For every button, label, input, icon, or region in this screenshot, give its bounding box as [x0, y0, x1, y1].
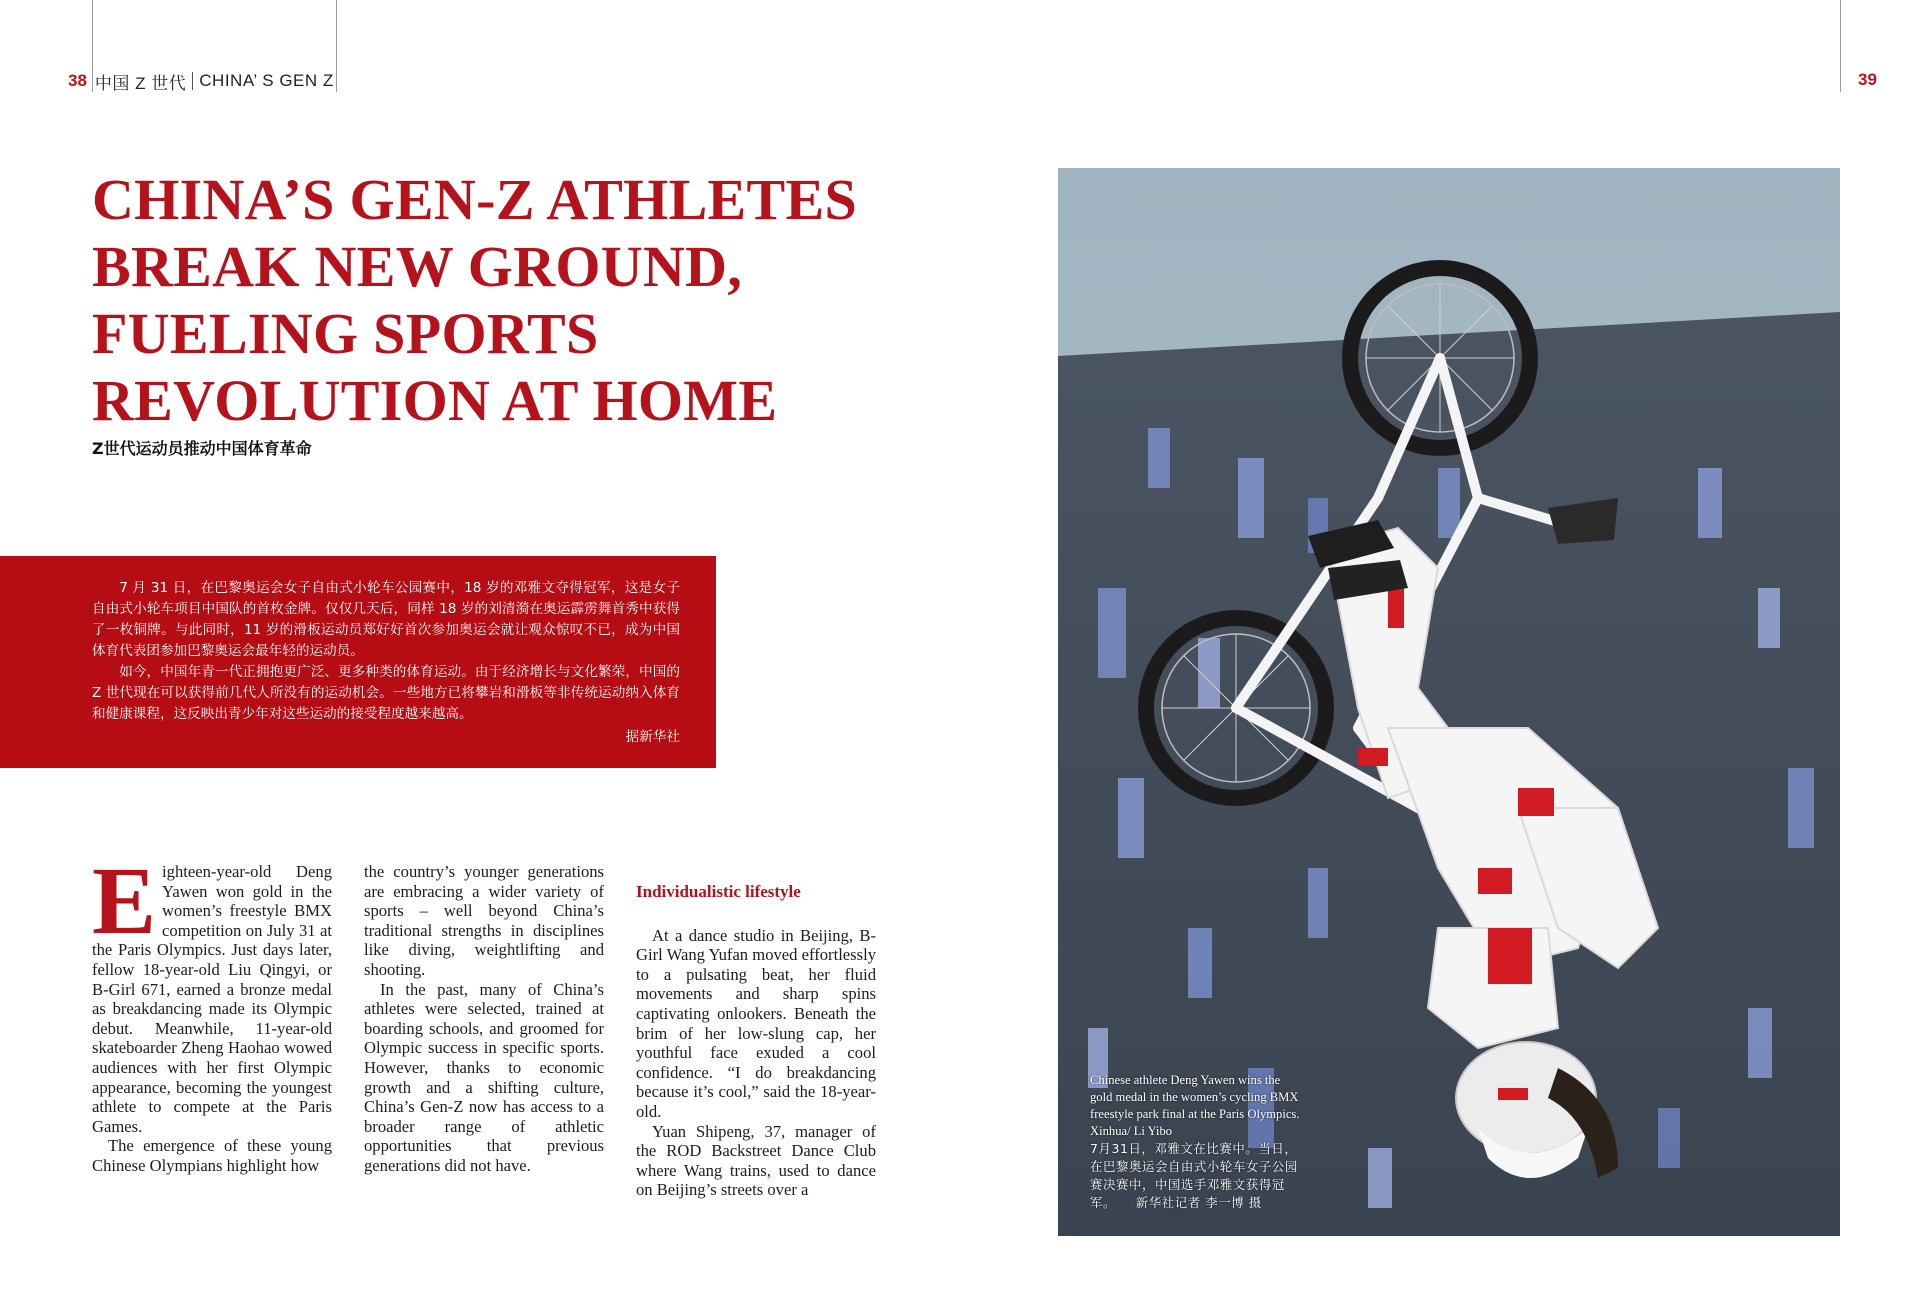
subheadline-cn: Z世代运动员推动中国体育革命: [92, 439, 312, 458]
body-column-2: [364, 862, 604, 1176]
headline-line: REVOLUTION AT HOME: [92, 368, 778, 433]
summary-paragraph: 7 月 31 日，在巴黎奥运会女子自由式小轮车公园赛中，18 岁的邓雅文夺得冠军，这是女子自由式小轮车项目中国队的首枚金牌。仅仅几天后，同样 18 岁的刘清漪在奥运霹雳舞首秀中获得了一枚铜牌。与此同时，11 岁的滑板运动员郑好好首次参加奥运会就让观众惊叹不已，成为中国体育代表团参加巴黎奥运会最年轻的运动员。: [92, 580, 680, 659]
body-paragraph: [92, 847, 332, 1136]
body-column-3: [636, 862, 876, 1200]
body-paragraph: At a dance studio in Beijing, B-Girl Wang Yufan moved effortlessly to a pulsating beat, her fluid movements and sharp spins captivating onlookers. Beneath the brim of her low-slung cap, her youthful face exuded a cool confidence. “I do breakdancing because it’s cool,” said the 18-year-old.: [636, 925, 876, 1121]
summary-paragraph: 如今，中国年青一代正拥抱更广泛、更多种类的体育运动。由于经济增长与文化繁荣，中国的 Z 世代现在可以获得前几代人所没有的运动机会。一些地方已将攀岩和滑板等非传统运动纳入体育和健康课程，这反映出青少年对这些运动的接受程度越来越高。: [92, 664, 680, 722]
photo-caption-en: Chinese athlete Deng Yawen wins the gold medal in the women’s cycling BMX freestyle park final at the Paris Olympics. Xinhua/ Li Yibo: [1090, 1073, 1300, 1138]
body-paragraph: the country’s younger generations are embracing a wider variety of sports – well beyond China’s traditional strengths in disciplines like diving, weightlifting and shooting.: [364, 862, 604, 979]
headline-line: BREAK NEW GROUND,: [92, 234, 743, 299]
article-headline: [92, 166, 912, 434]
body-paragraph: The emergence of these young Chinese Olympians highlight how: [92, 1136, 332, 1175]
summary-source: 据新华社: [625, 729, 680, 745]
header-rule-right: [1840, 0, 1841, 92]
headline-line: FUELING SPORTS: [92, 301, 599, 366]
drop-cap: E: [92, 847, 157, 954]
headline-line: CHINA’S GEN-Z ATHLETES: [92, 167, 858, 232]
page-number-left: 38: [68, 71, 87, 90]
section-divider: [192, 72, 193, 90]
section-title-en: CHINA’ S GEN Z: [199, 71, 334, 90]
body-paragraph: In the past, many of China’s athletes were selected, trained at boarding schools, and groomed for Olympic success in specific sports. However, thanks to economic growth and a shifting culture, China’s Gen-Z now has access to a broader range of athletic opportunities that previous generations did not have.: [364, 979, 604, 1175]
page-number-right: 39: [1858, 70, 1877, 89]
body-text: ighteen-year-old Deng Yawen won gold in the women’s freestyle BMX competition on July 31 at the Paris Olympics. Just days later, fellow 18-year-old Liu Qingyi, or B-Girl 671, earned a bronze medal as breakdancing made its Olympic debut. Meanwhile, 11-year-old skateboarder Zheng Haohao wowed audiences with her first Olympic appearance, becoming the youngest athlete to compete at the Paris Games.: [92, 862, 332, 1136]
header-rule-mid: [336, 0, 337, 92]
body-column-1: [92, 847, 332, 1176]
section-title-cn: 中国 Z 世代: [94, 73, 187, 93]
chinese-summary-box: [0, 556, 716, 768]
running-header: [68, 70, 334, 92]
photo-caption-cn: 7月31日，邓雅文在比赛中。当日，在巴黎奥运会自由式小轮车女子公园赛决赛中，中国选手邓雅文获得冠军。 新华社记者 李一博 摄: [1090, 1141, 1298, 1210]
section-subheading: Individualistic lifestyle: [636, 882, 801, 901]
body-paragraph: Yuan Shipeng, 37, manager of the ROD Backstreet Dance Club where Wang trains, used to dance on Beijing’s streets over a: [636, 1121, 876, 1200]
